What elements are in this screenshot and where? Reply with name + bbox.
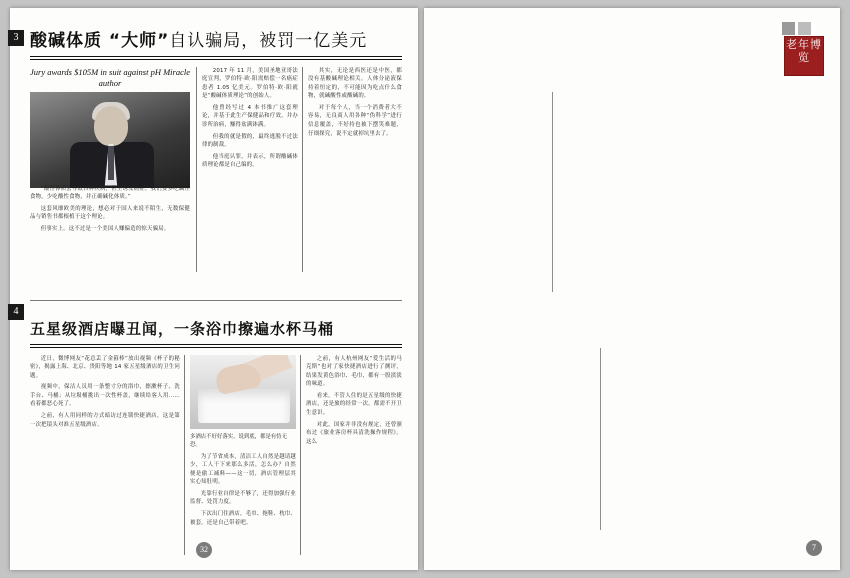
article1-column-rule-1	[196, 67, 197, 272]
logo-square-2	[798, 22, 811, 35]
photo-towel	[198, 389, 290, 423]
right-page	[424, 8, 840, 570]
article1-body	[30, 67, 402, 272]
article-hotel-towel	[30, 318, 402, 565]
right-page-number: 7	[806, 540, 822, 556]
article2-headline-part2: 一条浴巾擦遍水杯马桶	[174, 320, 335, 338]
article1-headline-part2: 自认骗局，被罚一亿美元	[169, 31, 368, 51]
article2-column-rule-1	[184, 355, 185, 555]
margin-mark-4: 4	[8, 304, 24, 320]
article2-column-3: 之前，有人杭州网友“爱生活的马克斯”也对了家快捷酒店进行了测评，结果发黄色浴巾、毛巾，都有一股淡淡的味道。 看来，不管人住的是五星级的快捷酒店，还是旅的经常一次，都需不开卫生意识。 对此，国家并非没有规定，还曾颁布过《旅业客房杯具清洗操作规程》。这么	[306, 355, 402, 445]
headline1-rule	[30, 56, 402, 57]
article2-headline	[30, 318, 402, 339]
right-column-rule-2	[600, 348, 601, 530]
left-page-divider	[30, 300, 402, 301]
masthead-title: 老年博览	[784, 36, 824, 76]
article-alkaline-master	[30, 26, 402, 272]
article1-column-rule-2	[302, 67, 303, 272]
article2-photo-caption: 多酒店不好好落实，说到底，都是有恃无恐。	[190, 433, 288, 448]
article2-photo	[190, 355, 296, 429]
right-column-rule-1	[552, 92, 553, 292]
headline2-rule	[30, 344, 402, 345]
headline2-rule-thin	[30, 347, 402, 348]
article2-headline-part1: 五星级酒店曝丑闻，	[30, 320, 175, 338]
masthead-logo	[782, 22, 826, 78]
left-page	[10, 8, 418, 570]
article2-column-1: 近日，微博网友“花总丢了金箍棒”放出视频《杯子的秘密》，揭露上海、北京、贵阳等地 14 家五星级酒店的卫生问题。 视频中，保洁人员用一条整寸分的浴巾，擦漱杯子、洗手台、马桶；从垃圾桶挑出一次性杯盖，继续给客人用……看着都恶心死了。 之前，有人用同样的方式暗访过连锁快捷酒店，这是第一次把镜头对准五星级酒店。	[30, 355, 180, 428]
photo-figure-tie	[108, 146, 114, 180]
logo-square-1	[782, 22, 795, 35]
headline1-rule-thin	[30, 59, 402, 60]
article1-headline-part1: 酸碱体质 “大师”	[30, 31, 170, 51]
article1-column-3: 其实，无论是西医还是中医，都没有基酸碱理论相关。人体分泌液保持着恒定的，不可能因为吃点什么食物，就碱酸性或酸碱的。 对于每个人，当一个消费者大不容易，无良商人用各种“伪科学”进行信息覆盖，不好持也被下摆笑难题，仔细探究，说不定就掉坑里去了。	[308, 67, 402, 137]
article1-headline	[30, 26, 402, 51]
article2-body	[30, 355, 402, 565]
article2-column-rule-2	[300, 355, 301, 555]
article1-column-2: 2017 年 11 月，美国圣地亚哥法庭宣判，罗伯特·欧·阳需赔偿一名癌症患者 1.05 亿美元。罗伯特·欧·阳就是“酸碱体质理论”的创始人。 他曾经写过 4 本书推广这套理论，并基于此生产保健品和疗效，并办诊所治病，赚得盆满钵满。 但我的就是假的，最终逃脱不过法律的制裁。 他当庭认罪，并表示，所谓酸碱体质理论都是自己编的。	[202, 67, 298, 169]
article1-photo-block	[30, 67, 190, 188]
article1-photo	[30, 92, 190, 188]
margin-mark-3: 3	[8, 30, 24, 46]
article2-photo-block	[190, 355, 296, 531]
left-page-number: 32	[196, 542, 212, 558]
article2-column-2: 为了节省成本，清洁工人自然是越请越少，工人干下来那么多活，怎么办？自然便是偷工减料——这一切，酒店管理层其实心知肚明。 光靠行业自律是不够了，还得加强行业监督、处罚力度。 下次出门住酒店，毛巾、拖鞋、枕巾、被套，还是自己带着吧。	[190, 453, 296, 526]
article1-column-1: “酸性体质会导致各种疾病，甚至诱发癌症。我们要多吃碱性食物，少吃酸性食物，并正确碱化体质。” 这套风靡欧美的理论，想必对于国人来说不陌生，无数保健品与销售书都根植于这个理论。 但事实上，这不过是一个美国人赚偏造的惊天骗局。	[30, 185, 190, 232]
photo-figure-head	[94, 106, 128, 146]
article1-photo-caption: Jury awards $105M in suit against pH Miracle author	[30, 66, 190, 88]
